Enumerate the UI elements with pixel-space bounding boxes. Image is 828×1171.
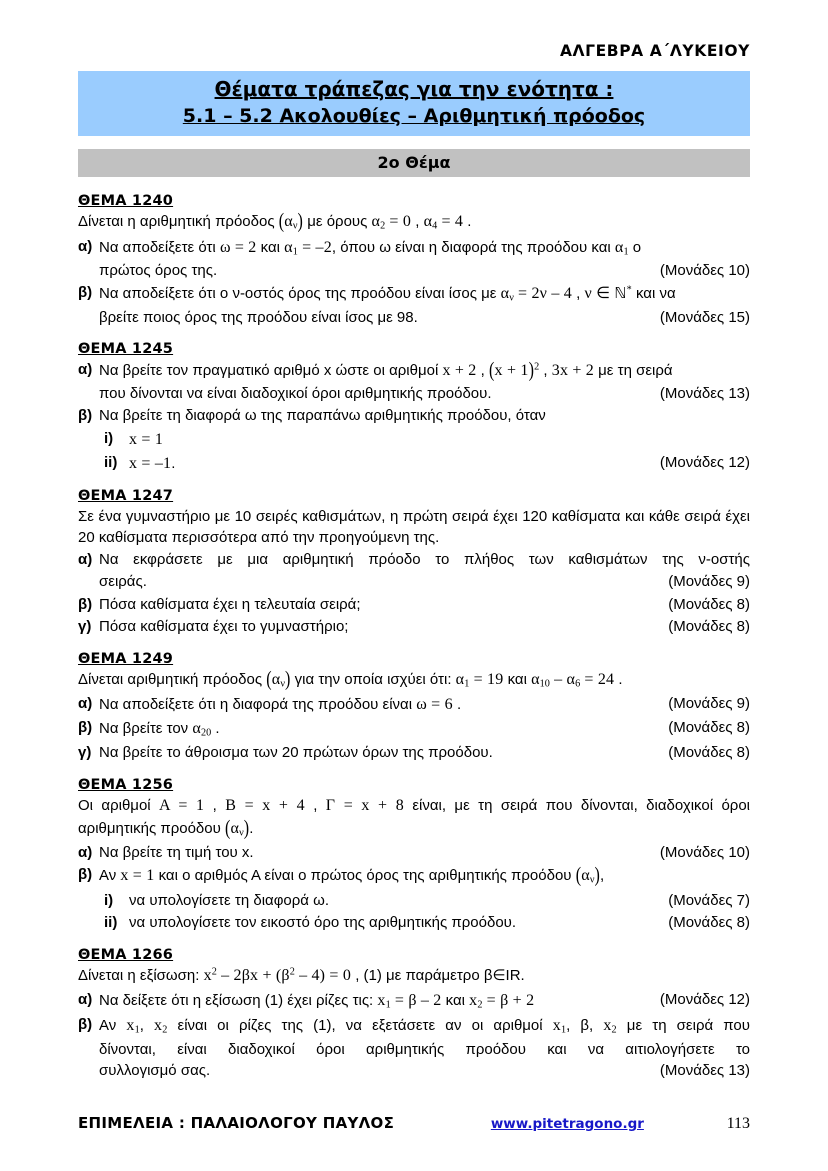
problems-container [0, 193, 828, 1081]
item-label: γ) [78, 744, 92, 762]
item-marks: (Μονάδες 8) [668, 718, 750, 736]
item-marks: (Μονάδες 10) [659, 843, 750, 861]
problem-item [78, 549, 750, 592]
problem-subitem [78, 452, 750, 475]
problem-item [78, 616, 750, 638]
item-label: α) [78, 551, 93, 569]
item-label: α) [78, 843, 93, 861]
item-body: Να αποδείξετε ότι ω = 2 και $\alpha_1 = -2$, όπου ω είναι η διαφορά της προόδου και $\alpha_1$ ο πρώτος όρος της. (Μονάδες 10) [99, 236, 750, 282]
problem-stem: Δίνεται η αριθμητική πρόοδος $(\alpha_\nu)$ με όρους $\alpha_2 = 0$ , $\alpha_4 = 4$ . [78, 210, 472, 233]
item-body [129, 912, 750, 934]
item-marks: (Μονάδες 8) [668, 744, 750, 762]
item-marks: (Μονάδες 13) [659, 1062, 750, 1080]
item-marks: (Μονάδες 8) [668, 914, 750, 932]
item-label: α) [78, 237, 93, 255]
item-marks: (Μονάδες 9) [668, 572, 750, 590]
problem-1249 [78, 651, 750, 764]
problem-item [78, 717, 750, 741]
problem-subitem [78, 912, 750, 934]
item-body: Αν x = 1 και ο αριθμός Α είναι ο πρώτος όρος της αριθμητικής προόδου $(\alpha_\nu)$, [99, 864, 605, 888]
title-line-1: Θέματα τράπεζας για την ενότητα : [214, 76, 614, 101]
item-body: x = 1 [129, 430, 164, 448]
item-body: Να δείξετε ότι η εξίσωση (1) έχει ρίζες τις: $x_1 = \beta - 2$ και $x_2 = \beta + 2$ (Μονάδες 12) [99, 990, 750, 1011]
item-label: α) [78, 990, 93, 1008]
item-marks: (Μονάδες 8) [668, 618, 750, 636]
item-text: Να βρείτε το άθροισμα των 20 πρώτων όρων της προόδου. [99, 744, 493, 762]
item-text: Πόσα καθίσματα έχει η τελευταία σειρά; [99, 595, 361, 613]
problem-subitem [78, 428, 750, 451]
item-label: γ) [78, 618, 92, 636]
item-body [99, 742, 750, 764]
title-band [78, 71, 750, 137]
running-head: ΑΛΓΕΒΡΑ Α΄ΛΥΚΕΙΟΥ [559, 42, 750, 60]
item-marks: (Μονάδες 12) [659, 990, 750, 1008]
item-body: Να βρείτε τη διαφορά ω της παραπάνω αριθμητικής προόδου, όταν [99, 407, 546, 425]
item-body: Αν $x_1$, $x_2$ είναι οι ρίζες της (1), να εξετάσετε αν οι αριθμοί $x_1$, β, $x_2$ με τη σειρά που δίνονται, είναι διαδοχικοί όροι αριθμητικής προόδου και να αιτιολογήσετε το συλλογισμό σας. (Μονάδες 13) [99, 1014, 750, 1082]
item-body: Να βρείτε τον πραγματικό αριθμό x ώστε οι αριθμοί x + 2 , $(x + 1)^2$ , 3x + 2 με τη σειρά που δίνονται να είναι διαδοχικοί όροι αριθμητικής προόδου. (Μονάδες 13) [99, 359, 750, 404]
problem-title: ΘΕΜΑ 1266 [78, 947, 174, 963]
problem-title: ΘΕΜΑ 1240 [78, 193, 174, 210]
problem-1247 [78, 488, 750, 638]
item-marks: (Μονάδες 12) [659, 453, 750, 471]
item-label: β) [78, 866, 93, 884]
problem-1266 [78, 947, 750, 1082]
item-label: ii) [104, 914, 118, 932]
item-text: Πόσα καθίσματα έχει το γυμναστήριο; [99, 618, 349, 636]
item-body [129, 890, 750, 912]
item-label: β) [78, 407, 93, 425]
item-label: β) [78, 1016, 93, 1034]
item-body [99, 842, 750, 864]
item-marks: (Μονάδες 10) [659, 261, 750, 279]
problem-stem: Δίνεται η εξίσωση: $x^2 - 2\beta x + (\beta^2 - 4) = 0$ , (1) με παράμετρο β∈IR. [78, 966, 525, 984]
problem-item [78, 693, 750, 716]
item-label: α) [78, 361, 93, 379]
item-body: Να αποδείξετε ότι ο ν-οστός όρος της προόδου είναι ίσος με $\alpha_\nu = 2\nu - 4$ , ν ∈ ℕ* και να βρείτε ποιος όρος της προόδου είναι ίσος με 98. (Μονάδες 15) [99, 282, 750, 328]
problem-item [78, 282, 750, 328]
item-text: να υπολογίσετε τη διαφορά ω. [129, 891, 330, 909]
item-body [99, 616, 750, 638]
item-marks: (Μονάδες 15) [659, 308, 750, 326]
problem-title: ΘΕΜΑ 1247 [78, 487, 174, 504]
problem-stem: Δίνεται αριθμητική πρόοδος $(\alpha_\nu)$ για την οποία ισχύει ότι: $\alpha_1 = 19$ και $\alpha_{10} - \alpha_6 = 24$ . [78, 667, 623, 691]
item-label: i) [104, 891, 114, 909]
problem-stem: Σε ένα γυμναστήριο με 10 σειρές καθισμάτων, η πρώτη σειρά έχει 120 καθίσματα και κάθε σειρά έχει 20 καθίσματα περισσότερα από την προηγούμενη της. [78, 507, 750, 547]
item-text: να υπολογίσετε τον εικοστό όρο της αριθμητικής προόδου. [129, 914, 517, 932]
item-label: i) [104, 429, 114, 447]
problem-title: ΘΕΜΑ 1245 [78, 341, 174, 358]
problem-stem: Οι αριθμοί Α = 1 , Β = x + 4 , Γ = x + 8 είναι, με τη σειρά που δίνονται, διαδοχικοί όροι αριθμητικής προόδου $(\alpha_\nu)$. [78, 796, 750, 840]
problem-subitem [78, 890, 750, 912]
item-label: ii) [104, 453, 118, 471]
problem-title: ΘΕΜΑ 1249 [78, 650, 174, 667]
problem-item [78, 1014, 750, 1082]
item-label: β) [78, 595, 93, 613]
title-line-2: 5.1 – 5.2 Ακολουθίες – Αριθμητική πρόοδος [182, 105, 646, 128]
item-body: x = –1. (Μονάδες 12) [129, 453, 750, 472]
item-text: Να βρείτε τη τιμή του x. [99, 843, 254, 861]
item-label: β) [78, 284, 93, 302]
problem-title: ΘΕΜΑ 1256 [78, 776, 174, 793]
item-body: Να εκφράσετε με μια αριθμητική πρόοδο το πλήθος των καθισμάτων της ν-οστής σειράς. (Μονάδες 9) [99, 549, 750, 592]
problem-item [78, 405, 750, 427]
footer-author: ΕΠΙΜΕΛΕΙΑ : ΠΑΛΑΙΟΛΟΓΟΥ ΠΑΥΛΟΣ [78, 1114, 395, 1132]
item-body: Να αποδείξετε ότι η διαφορά της προόδου είναι ω = 6 . (Μονάδες 9) [99, 694, 750, 713]
problem-item [78, 742, 750, 764]
item-marks: (Μονάδες 8) [668, 595, 750, 613]
problem-item [78, 864, 750, 888]
page-number: 113 [726, 1115, 750, 1132]
problem-item [78, 989, 750, 1013]
item-body: Να βρείτε τον $\alpha_{20}$ . (Μονάδες 8) [99, 718, 750, 739]
problem-item [78, 236, 750, 282]
problem-item [78, 359, 750, 404]
problem-1256 [78, 777, 750, 934]
website-link[interactable]: www.pitetragono.gr [490, 1116, 644, 1132]
problem-item [78, 842, 750, 864]
problem-item [78, 594, 750, 616]
problem-1245 [78, 341, 750, 474]
item-label: α) [78, 694, 93, 712]
problem-1240 [78, 193, 750, 328]
item-label: β) [78, 718, 93, 736]
item-marks: (Μονάδες 9) [668, 694, 750, 712]
page-footer [0, 1114, 828, 1133]
item-marks: (Μονάδες 7) [668, 891, 750, 909]
item-body [99, 594, 750, 616]
item-marks: (Μονάδες 13) [659, 384, 750, 402]
section-band: 2ο Θέμα [78, 149, 750, 177]
